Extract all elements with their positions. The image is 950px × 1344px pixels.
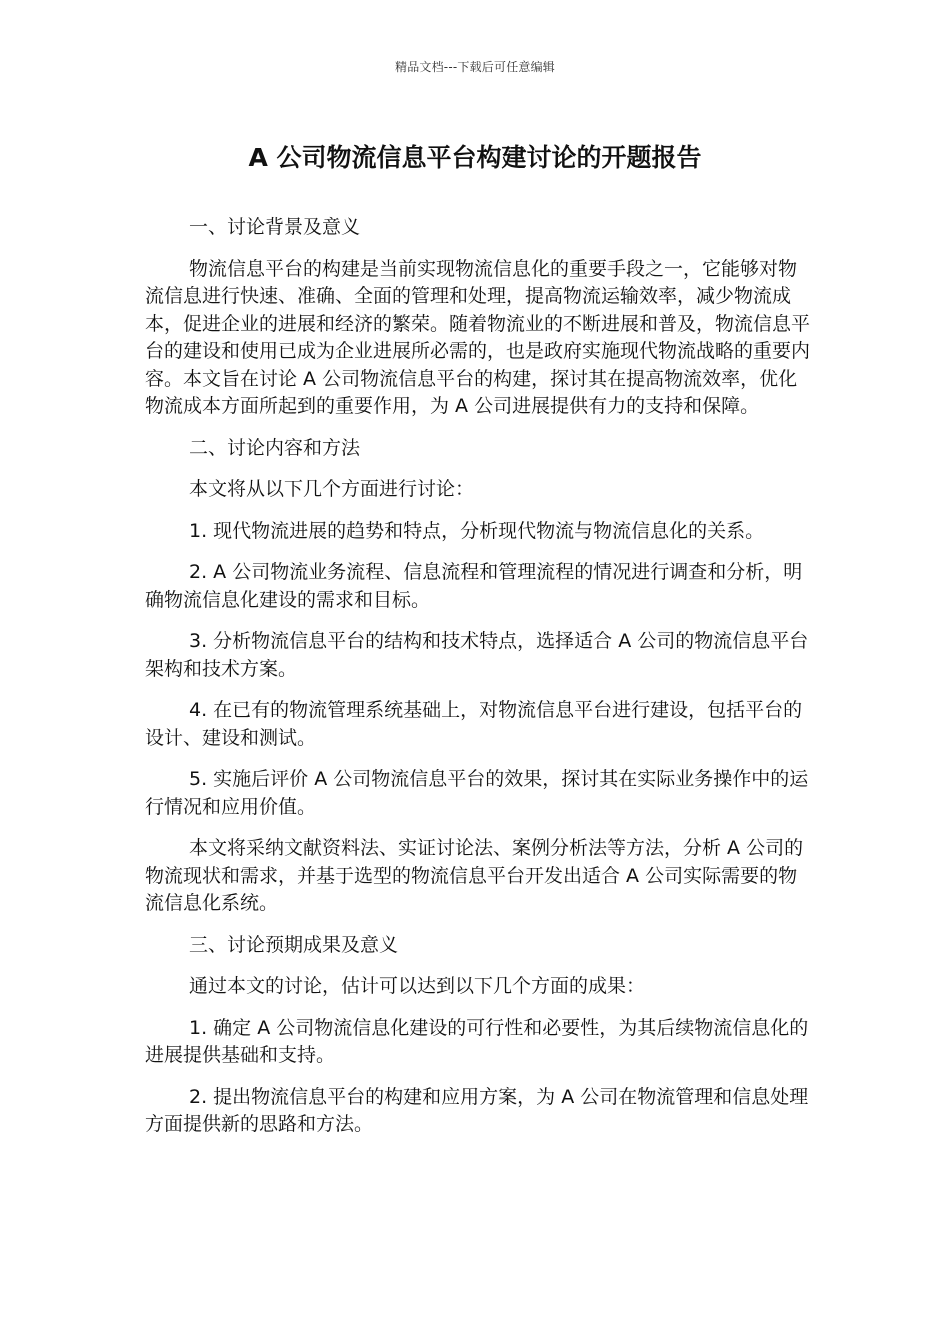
- list-item: 3. 分析物流信息平台的结构和技术特点，选择适合 A 公司的物流信息平台架构和技术方案。: [145, 630, 809, 680]
- list-item: 1. 现代物流进展的趋势和特点，分析现代物流与物流信息化的关系。: [189, 519, 765, 542]
- section-heading-content-methods: 二、讨论内容和方法: [189, 436, 361, 459]
- list-item: 1. 确定 A 公司物流信息化建设的可行性和必要性，为其后续物流信息化的进展提供基础和支持。: [145, 1016, 809, 1066]
- list-item: 5. 实施后评价 A 公司物流信息平台的效果，探讨其在实际业务操作中的运行情况和应用价值。: [145, 768, 809, 818]
- paragraph: 物流信息平台的构建是当前实现物流信息化的重要手段之一，它能够对物流信息进行快速、准确、全面的管理和处理，提高物流运输效率，减少物流成本，促进企业的进展和经济的繁荣。随着物流业的不断进展和普及，物流信息平台的建设和使用已成为企业进展所必需的，也是政府实施现代物流战略的重要内容。本文旨在讨论 A 公司物流信息平台的构建，探讨其在提高物流效率，优化物流成本方面所起到的重要作用，为 A 公司进展提供有力的支持和保障。: [145, 257, 811, 417]
- document-title: A 公司物流信息平台构建讨论的开题报告: [248, 143, 702, 172]
- list-item: 4. 在已有的物流管理系统基础上，对物流信息平台进行建设，包括平台的设计、建设和测试。: [145, 699, 803, 749]
- paragraph: 通过本文的讨论，估计可以达到以下几个方面的成果：: [189, 975, 646, 997]
- paragraph: 本文将采纳文献资料法、实证讨论法、案例分析法等方法，分析 A 公司的物流现状和需求，并基于选型的物流信息平台开发出适合 A 公司实际需要的物流信息化系统。: [145, 837, 804, 914]
- paragraph: 本文将从以下几个方面进行讨论：: [189, 478, 475, 500]
- list-item: 2. A 公司物流业务流程、信息流程和管理流程的情况进行调查和分析，明确物流信息化建设的需求和目标。: [145, 561, 803, 611]
- section-heading-expected-results: 三、讨论预期成果及意义: [189, 933, 399, 956]
- section-heading-background: 一、讨论背景及意义: [189, 216, 361, 238]
- document-body: [145, 214, 810, 1153]
- header-note: 精品文档---下载后可任意编辑: [395, 60, 555, 74]
- list-item: 2. 提出物流信息平台的构建和应用方案，为 A 公司在物流管理和信息处理方面提供新的思路和方法。: [145, 1085, 809, 1135]
